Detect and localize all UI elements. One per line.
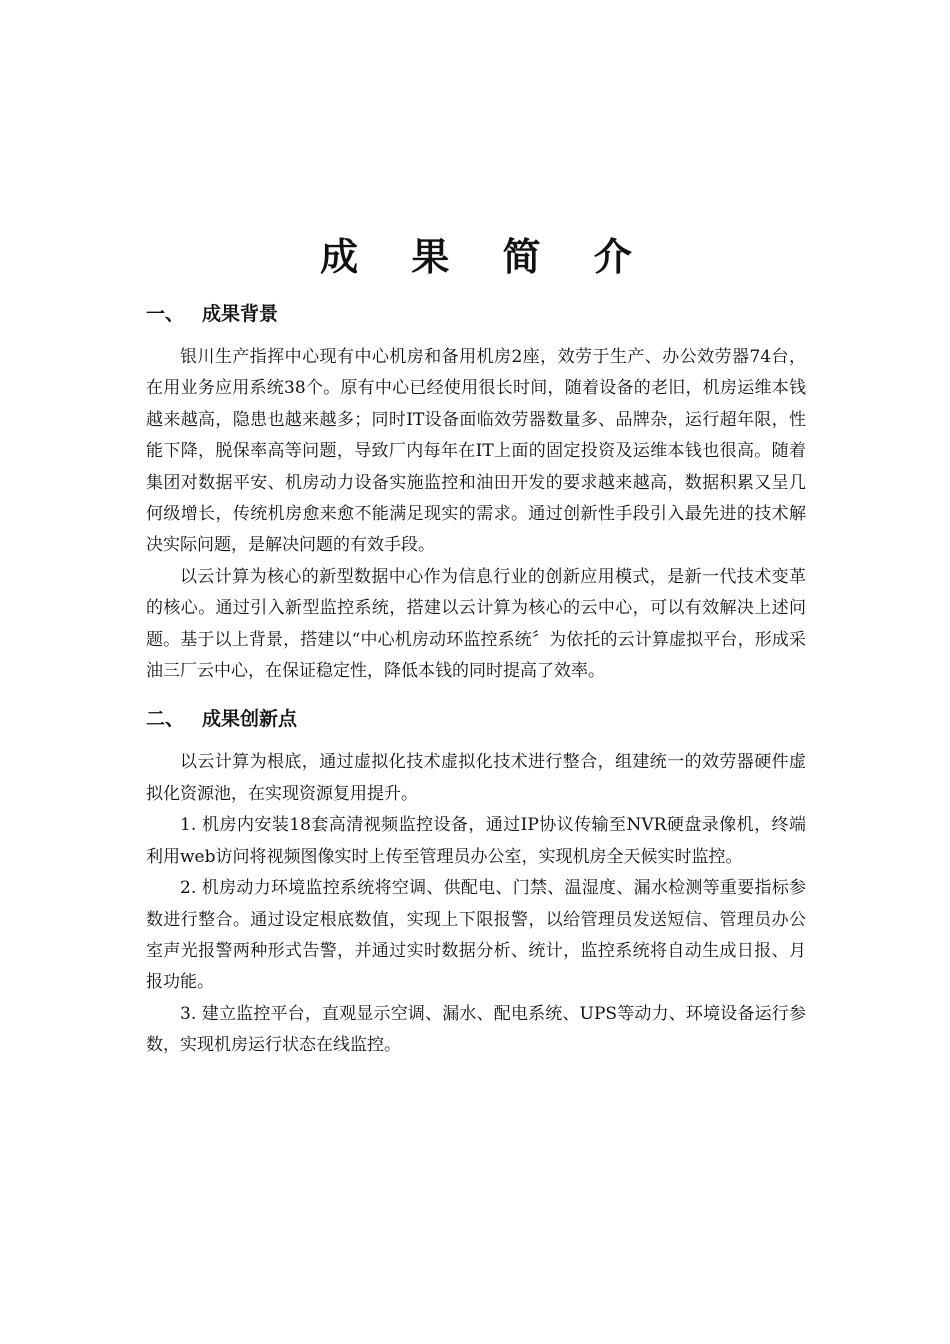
paragraph: 以云计算为根底，通过虚拟化技术虚拟化技术进行整合，组建统一的效劳器硬件虚拟化资源池，在实现资源复用提升。 <box>146 752 806 804</box>
section-heading <box>146 697 806 737</box>
section-heading <box>146 292 806 332</box>
section-title: 成果创新点 <box>202 707 298 730</box>
document-title: 成 果 简 介 <box>320 235 652 279</box>
document-page <box>146 224 806 1062</box>
paragraph: 2. 机房动力环境监控系统将空调、供配电、门禁、温湿度、漏水检测等重要指标参数进行整合。通过设定根底数值，实现上下限报警，以给管理员发送短信、管理员办公室声光报警两种形式告警，并通过实时数据分析、统计，监控系统将自动生成日报、月报功能。 <box>146 878 806 993</box>
section-number: 二、 <box>146 707 185 730</box>
section-spacer <box>146 687 806 695</box>
paragraph: 银川生产指挥中心现有中心机房和备用机房2座，效劳于生产、办公效劳器74台，在用业务应用系统38个。原有中心已经使用很长时间，随着设备的老旧，机房运维本钱越来越高，隐患也越来越多；同时IT设备面临效劳器数量多、品牌杂，运行超年限，性能下降，脱保率高等问题，导致厂内每年在IT上面的固定投资及运维本钱也很高。随着集团对数据平安、机房动力设备实施监控和油田开发的要求越来越高，数据积累又呈几何级增长，传统机房愈来愈不能满足现实的需求。通过创新性手段引入最先进的技术解决实际问题，是解决问题的有效手段。 <box>146 347 806 556</box>
section-background <box>146 292 806 687</box>
section-innovation <box>146 697 806 1061</box>
paragraph: 以云计算为核心的新型数据中心作为信息行业的创新应用模式，是新一代技术变革的核心。通过引入新型监控系统，搭建以云计算为核心的云中心，可以有效解决上述问题。基于以上背景，搭建以“中心机房动环监控系统〞为依托的云计算虚拟平台，形成采油三厂云中心，在保证稳定性，降低本钱的同时提高了效率。 <box>146 566 806 682</box>
section-title: 成果背景 <box>202 302 279 325</box>
section-number: 一、 <box>146 302 185 325</box>
paragraph: 3. 建立监控平台，直观显示空调、漏水、配电系统、UPS等动力、环境设备运行参数，实现机房运行状态在线监控。 <box>146 1003 806 1056</box>
paragraph: 1. 机房内安装18套高清视频监控设备，通过IP协议传输至NVR硬盘录像机，终端利用web访问将视频图像实时上传至管理员办公室，实现机房全天候实时监控。 <box>146 815 806 867</box>
